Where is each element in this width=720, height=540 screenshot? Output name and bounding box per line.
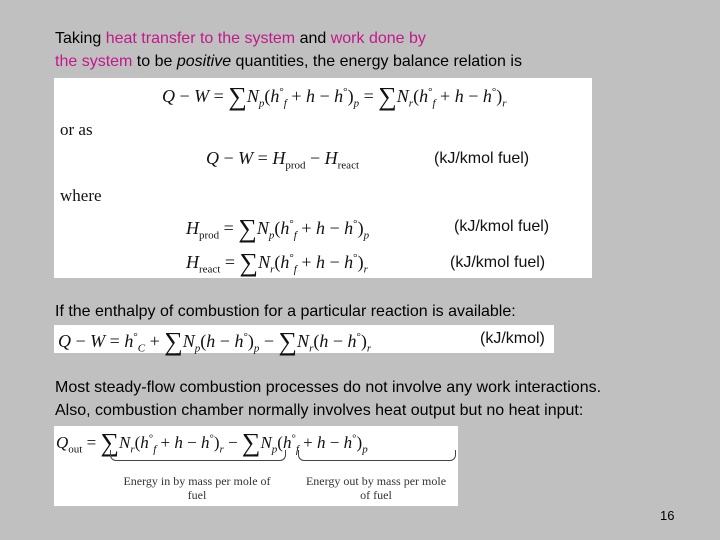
where-label: where xyxy=(60,186,102,205)
equation-enthalpy-difference: $Q - W = H_{prod} - H_{react}$ xyxy=(206,148,360,172)
equation-enthalpy-of-combustion: $Q - W = h^\circ_C + \sum N_p(h - h^\circ)_p - \sum N_r(h - h^\circ)_r$ xyxy=(58,327,372,356)
enthalpy-of-combustion-equation-image xyxy=(54,325,554,356)
steady-flow-text-line2: Also, combustion chamber normally involves heat output but no heat input: xyxy=(55,402,584,419)
equation-unit: (kJ/kmol fuel) xyxy=(450,254,546,271)
intro-highlight-heat: heat transfer to the system xyxy=(105,30,296,47)
intro-text: to be xyxy=(132,53,177,70)
intro-highlight-system: the system xyxy=(55,53,133,70)
equation-heat-output: $Q_{out} = \sum N_r(h^\circ_f + h - h^\circ)_r - \sum N_p(h^\circ_f + h - h^\circ)_p$ xyxy=(56,428,368,457)
intro-emphasis-positive: positive xyxy=(176,53,232,70)
page-number: 16 xyxy=(660,508,675,523)
intro-text: and xyxy=(295,30,331,47)
equation-h-prod: $H_{prod} = \sum N_p(h^\circ_f + h - h^\circ)_p$ xyxy=(186,214,370,243)
energy-in-label: Energy in by mass per mole of fuel xyxy=(123,474,271,502)
equation-unit: (kJ/kmol fuel) xyxy=(434,150,530,167)
intro-text: Taking xyxy=(55,30,106,47)
intro-highlight-work: work done by xyxy=(330,30,426,47)
equation-unit: (kJ/kmol) xyxy=(480,330,545,347)
heat-output-equation-image xyxy=(54,426,458,506)
enthalpy-of-combustion-text: If the enthalpy of combustion for a particular reaction is available: xyxy=(55,303,516,320)
intro-paragraph xyxy=(55,27,655,73)
underbrace-energy-in xyxy=(110,450,286,461)
steady-flow-text-line1: Most steady-flow combustion processes do not involve any work interactions. xyxy=(55,379,602,396)
energy-out-label: Energy out by mass per mole of fuel xyxy=(305,474,447,502)
intro-text: quantities, the energy balance relation is xyxy=(231,53,522,70)
equation-energy-balance: $Q - W = \sum N_p(h^\circ_f + h - h^\circ)_p = \sum N_r(h^\circ_f + h - h^\circ)_r$ xyxy=(162,82,507,111)
equation-unit: (kJ/kmol fuel) xyxy=(454,218,550,235)
underbrace-energy-out xyxy=(298,450,456,461)
or-as-label: or as xyxy=(60,120,93,139)
energy-balance-equations-image xyxy=(54,78,592,278)
equation-h-react: $H_{react} = \sum N_r(h^\circ_f + h - h^\circ)_r$ xyxy=(186,248,368,277)
